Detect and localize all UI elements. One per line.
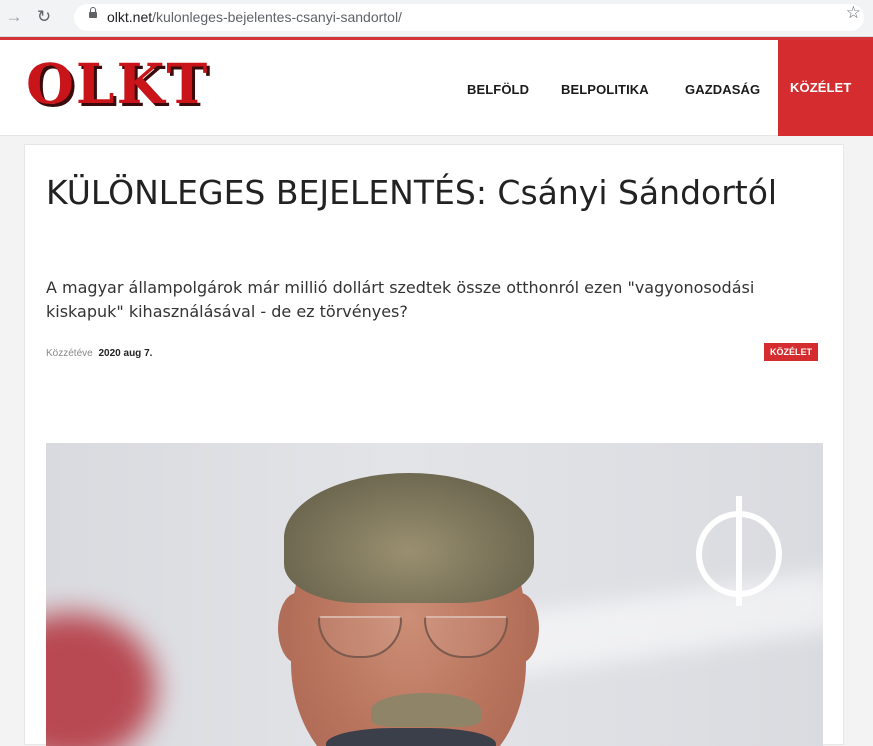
glasses-lens-right (424, 616, 508, 658)
star-icon[interactable]: ☆ (845, 3, 861, 22)
category-badge[interactable]: KÖZÉLET (764, 343, 818, 361)
published-label: Közzétéve (46, 348, 93, 359)
back-arrow-icon[interactable]: → (5, 7, 23, 26)
article-card (24, 144, 844, 745)
reload-icon[interactable]: ↻ (36, 7, 52, 26)
lock-icon (89, 12, 97, 18)
phi-watermark-icon (691, 496, 787, 606)
article-subtitle: A magyar állampolgárok már millió dollárt szedtek össze otthonról ezen "vagyonosodási kiskapuk" kihasználásával - de ez törvényes? (46, 278, 755, 321)
published-date: 2020 aug 7. (98, 348, 153, 359)
browser-toolbar (0, 0, 873, 37)
photo-background-red-shape (46, 613, 156, 746)
nav-item-kozelet[interactable]: KÖZÉLET (778, 40, 873, 136)
article-photo (46, 443, 823, 746)
content-area (0, 136, 873, 745)
photo-mustache (371, 693, 481, 727)
url-path: /kulonleges-bejelentes-csanyi-sandortol/ (152, 9, 402, 25)
article-title: KÜLÖNLEGES BEJELENTÉS: Csányi Sándortól (46, 173, 778, 212)
glasses-lens-left (318, 616, 402, 658)
main-navigation (0, 40, 873, 136)
article-meta (46, 348, 152, 359)
nav-item-belfold[interactable]: BELFÖLD (467, 82, 530, 97)
photo-hair (284, 473, 534, 603)
url-text[interactable] (107, 9, 402, 25)
photo-glasses (318, 608, 508, 658)
nav-item-gazdasag[interactable]: GAZDASÁG (685, 82, 761, 97)
nav-item-belpolitika[interactable]: BELPOLITIKA (561, 82, 649, 97)
url-host: olkt.net (107, 9, 153, 25)
address-bar[interactable] (74, 4, 864, 31)
site-logo[interactable]: OLKT (26, 51, 210, 116)
site-header (0, 37, 873, 136)
photo-suit (326, 728, 496, 746)
